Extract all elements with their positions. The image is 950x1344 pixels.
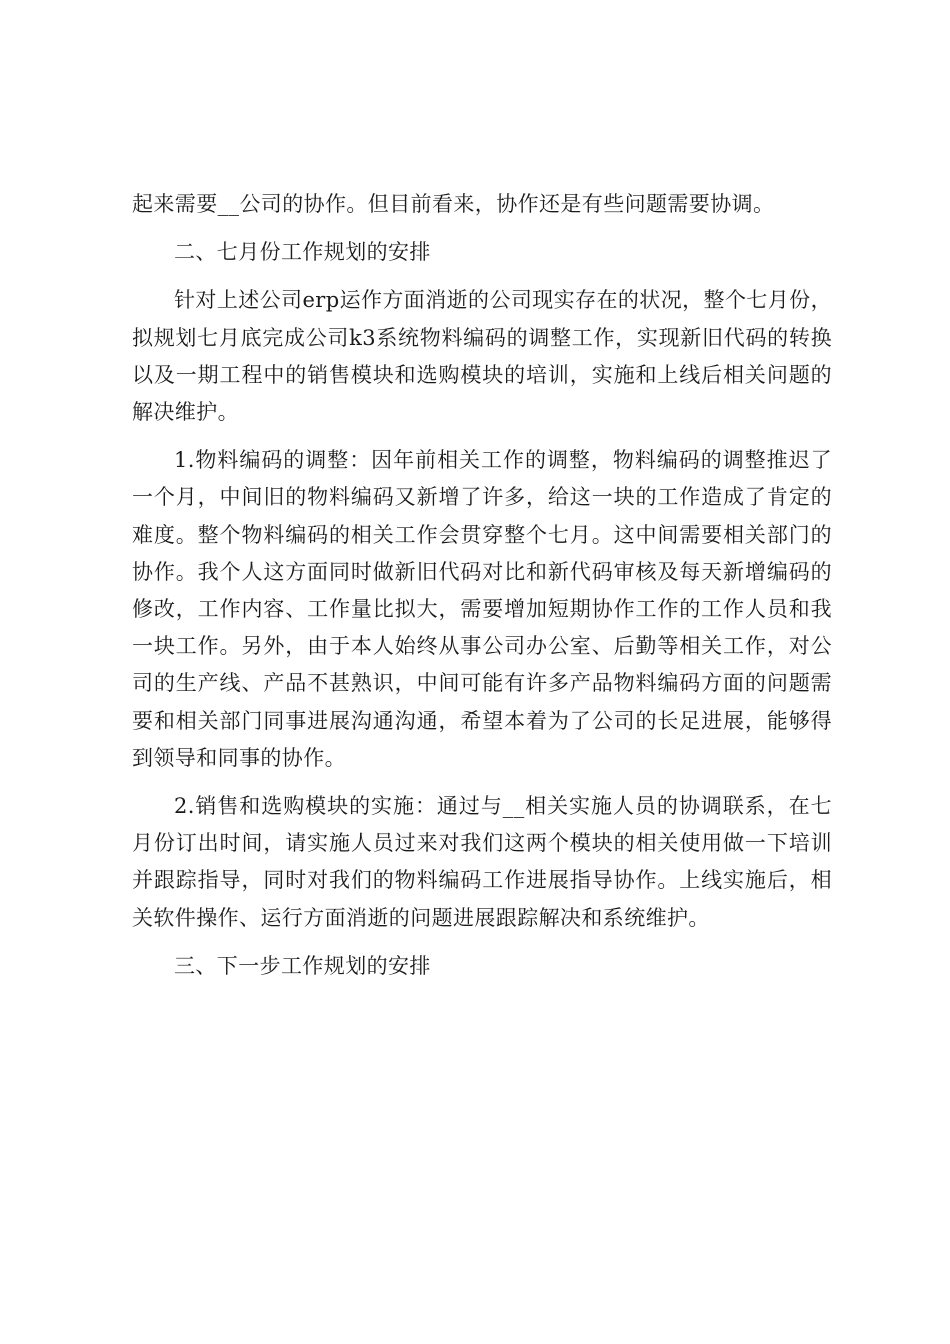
paragraph-july-overview: 针对上述公司erp运作方面消逝的公司现实存在的状况，整个七月份，拟规划七月底完成公司k3系统物料编码的调整工作，实现新旧代码的转换以及一期工程中的销售模块和选购模块的培训，实施和上线后相关问题的解决维护。 — [132, 288, 832, 425]
paragraph-continuation: 起来需要__公司的协作。但目前看来，协作还是有些问题需要协调。 — [132, 192, 775, 216]
document-body — [132, 186, 832, 996]
section-heading-next-plan: 三、下一步工作规划的安排 — [174, 953, 431, 978]
section-heading-july-plan: 二、七月份工作规划的安排 — [174, 240, 431, 265]
paragraph-material-coding: 1.物料编码的调整：因年前相关工作的调整，物料编码的调整推迟了一个月，中间旧的物料编码又新增了许多，给这一块的工作造成了肯定的难度。整个物料编码的相关工作会贯穿整个七月。这中间需要相关部门的协作。我个人这方面同时做新旧代码对比和新代码审核及每天新增编码的修改，工作内容、工作量比拟大，需要增加短期协作工作的工作人员和我一块工作。另外，由于本人始终从事公司办公室、后勤等相关工作，对公司的生产线、产品不甚熟识，中间可能有许多产品物料编码方面的问题需要和相关部门同事进展沟通沟通，希望本着为了公司的长足进展，能够得到领导和同事的协作。 — [132, 448, 832, 770]
paragraph-sales-purchase-modules: 2.销售和选购模块的实施：通过与__相关实施人员的协调联系，在七月份订出时间，请实施人员过来对我们这两个模块的相关使用做一下培训并跟踪指导，同时对我们的物料编码工作进展指导协作。上线实施后，相关软件操作、运行方面消逝的问题进展跟踪解决和系统维护。 — [132, 794, 832, 930]
